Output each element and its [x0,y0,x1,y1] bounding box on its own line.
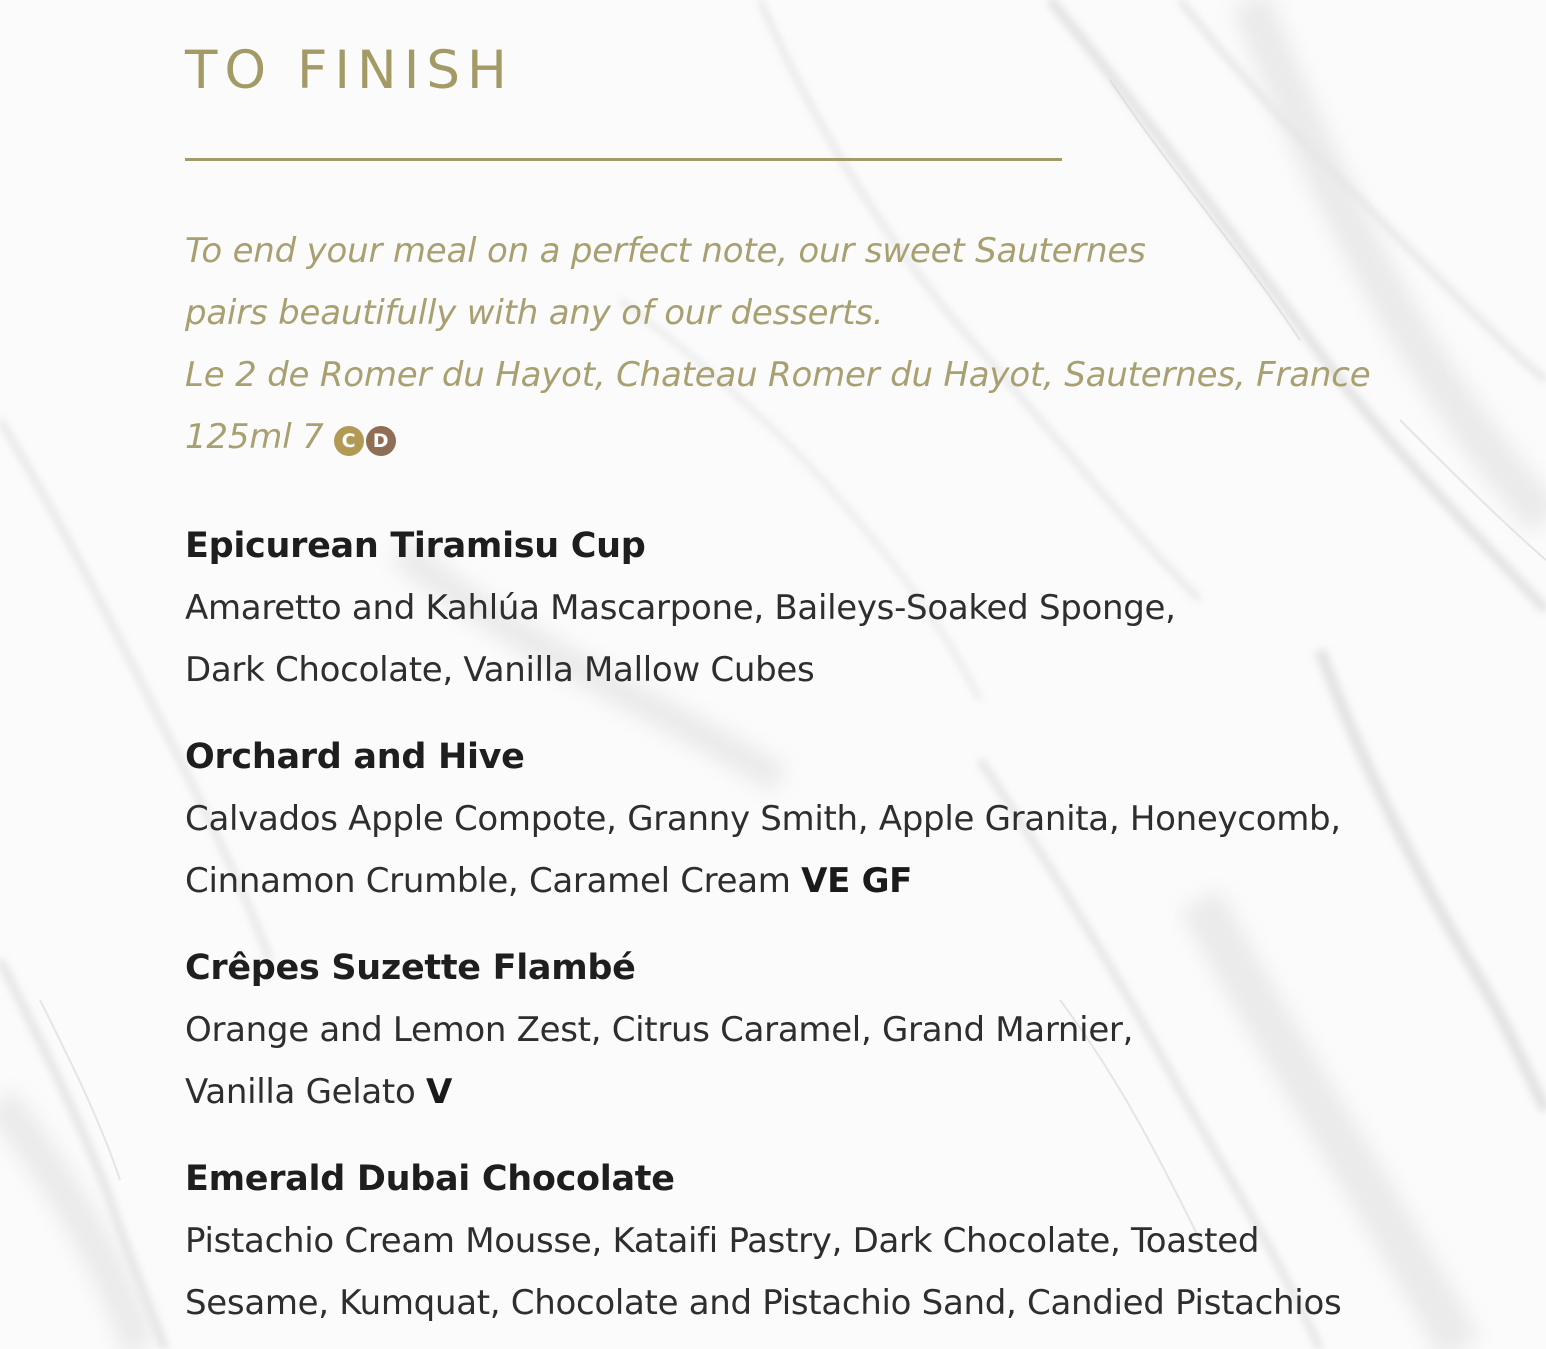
wine-serving-price: 125ml 7 [185,417,324,457]
section-title: TO FINISH [185,40,514,101]
wine-pairing-intro [185,220,1370,470]
intro-line-2: pairs beautifully with any of our desserts. [185,293,884,333]
wine-name: Le 2 de Romer du Hayot, Chateau Romer du Hayot, Sauternes, France [185,355,1371,395]
wine-serving-line [185,406,1370,470]
dietary-tag: V [425,1072,452,1112]
dietary-tag: VE GF [801,861,913,901]
badge-c-icon: C [334,426,364,456]
dish-desc-line-with-diet [185,850,1341,912]
dish-name: Crêpes Suzette Flambé [185,948,636,988]
dish-description [185,788,1341,912]
dish-desc-text: Cinnamon Crumble, Caramel Cream [185,861,791,901]
wine-badges [334,405,398,467]
dish-desc-line: Amaretto and Kahlúa Mascarpone, Baileys-Soaked Sponge, [185,588,1176,628]
dish-name: Epicurean Tiramisu Cup [185,526,646,566]
dish-description [185,577,1176,701]
dish-item [185,726,1341,912]
intro-line-1: To end your meal on a perfect note, our sweet Sauternes [185,231,1146,271]
dish-desc-line: Orange and Lemon Zest, Citrus Caramel, Grand Marnier, [185,1010,1134,1050]
dish-item [185,515,1176,701]
dish-name: Orchard and Hive [185,737,525,777]
dish-description [185,999,1133,1123]
dish-desc-line-with-diet [185,1061,1133,1123]
dish-name: Emerald Dubai Chocolate [185,1159,675,1199]
dish-item [185,1148,1341,1334]
dish-desc-line: Calvados Apple Compote, Granny Smith, Apple Granita, Honeycomb, [185,799,1341,839]
dish-desc-line: Dark Chocolate, Vanilla Mallow Cubes [185,650,815,690]
dish-item [185,937,1133,1123]
dish-desc-line: Sesame, Kumquat, Chocolate and Pistachio Sand, Candied Pistachios [185,1283,1342,1323]
dish-desc-text: Vanilla Gelato [185,1072,416,1112]
dish-desc-line: Pistachio Cream Mousse, Kataifi Pastry, Dark Chocolate, Toasted [185,1221,1260,1261]
badge-d-icon: D [366,426,396,456]
dish-description [185,1210,1341,1334]
title-divider [185,158,1062,161]
